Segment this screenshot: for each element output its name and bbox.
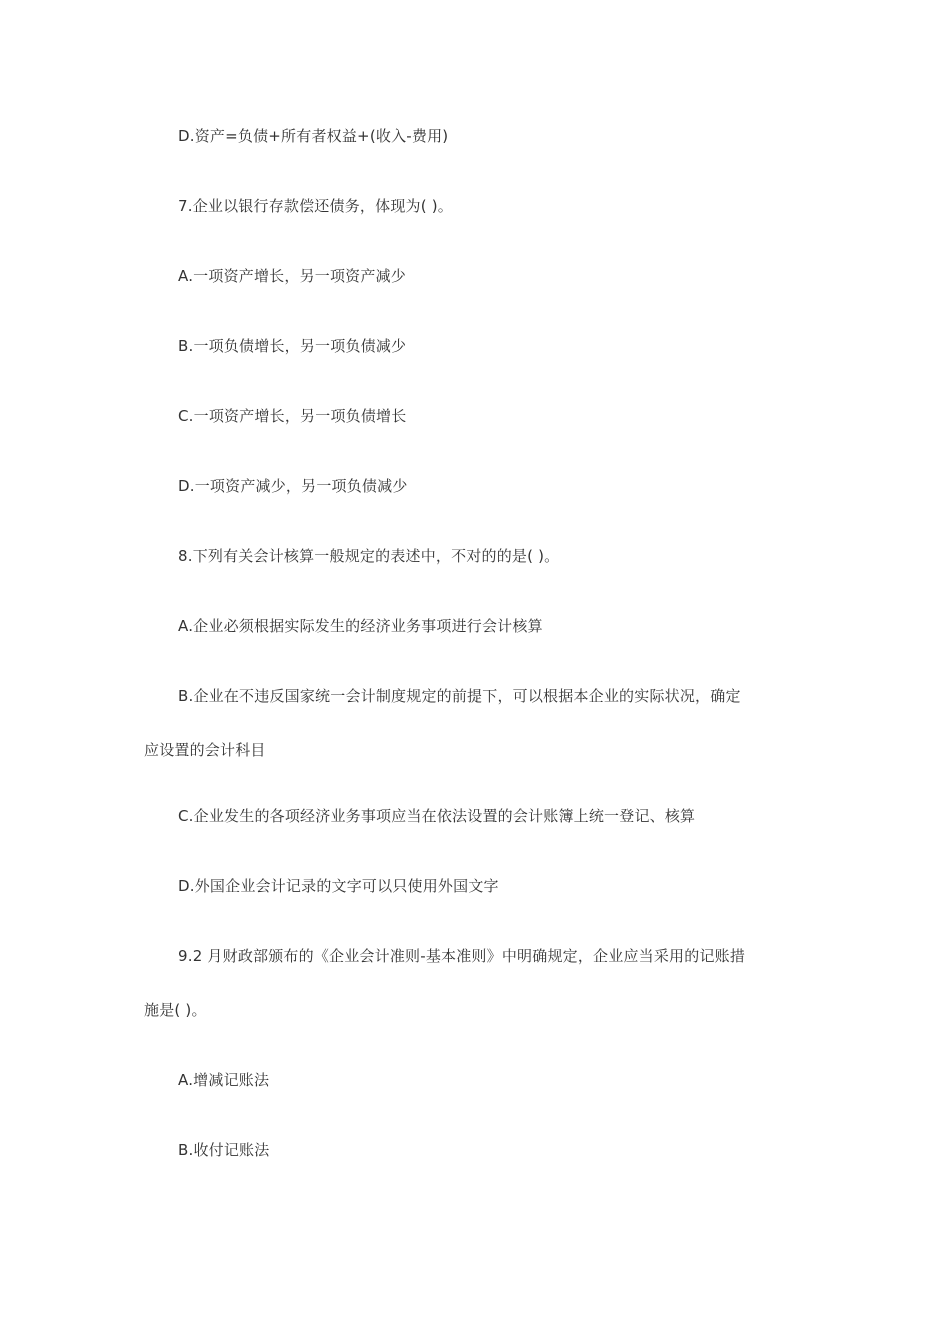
- option-b-q9: B.收付记账法: [178, 1141, 270, 1159]
- question-9: 9.2 月财政部颁布的《企业会计准则-基本准则》中明确规定，企业应当采用的记账措: [178, 947, 746, 965]
- option-d-q7: D.一项资产减少，另一项负债减少: [178, 477, 408, 495]
- option-a-q7: A.一项资产增长，另一项资产减少: [178, 267, 406, 285]
- question-8: 8.下列有关会计核算一般规定的表述中，不对的的是( )。: [178, 547, 560, 565]
- option-c-q8: C.企业发生的各项经济业务事项应当在依法设置的会计账簿上统一登记、核算: [178, 807, 696, 825]
- option-b-q8-continued: 应设置的会计科目: [144, 741, 266, 759]
- option-b-q8: B.企业在不违反国家统一会计制度规定的前提下，可以根据本企业的实际状况，确定: [178, 687, 741, 705]
- question-9-continued: 施是( )。: [144, 1001, 207, 1019]
- option-a-q9: A.增减记账法: [178, 1071, 270, 1089]
- question-7: 7.企业以银行存款偿还债务，体现为( )。: [178, 197, 453, 215]
- option-c-q7: C.一项资产增长，另一项负债增长: [178, 407, 407, 425]
- option-a-q8: A.企业必须根据实际发生的经济业务事项进行会计核算: [178, 617, 543, 635]
- option-d-q8: D.外国企业会计记录的文字可以只使用外国文字: [178, 877, 499, 895]
- option-d-q6: D.资产=负债+所有者权益+(收入-费用): [178, 127, 449, 145]
- option-b-q7: B.一项负债增长，另一项负债减少: [178, 337, 407, 355]
